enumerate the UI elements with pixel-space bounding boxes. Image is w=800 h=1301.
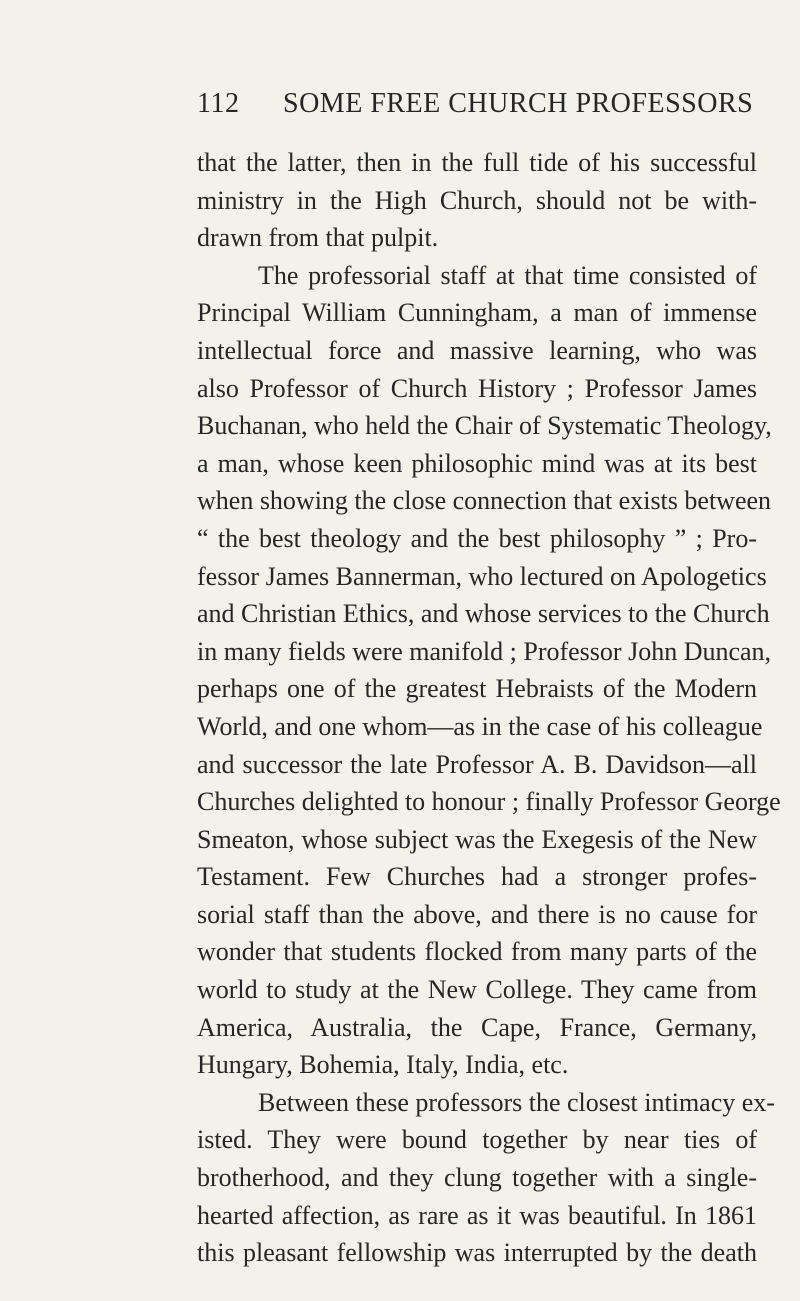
text-line: World, and one whom—as in the case of his colleague [197,711,763,741]
text-line: Hungary, Bohemia, Italy, India, etc. [197,1050,569,1080]
text-line: Buchanan, who held the Chair of Systematic Theology, [197,411,772,441]
text-line: sorial staff than the above, and there is no cause for [197,899,757,929]
text-line: America, Australia, the Cape, France, Germany, [197,1012,757,1042]
text-line: and successor the late Professor A. B. Davidson—all [197,749,757,779]
text-line: world to study at the New College. They came from [197,975,757,1005]
text-line: The professorial staff at that time consisted of [258,260,757,290]
text-line: isted. They were bound together by near ties of [197,1125,757,1155]
running-header [197,88,757,128]
text-line: perhaps one of the greatest Hebraists of the Modern [197,674,757,704]
text-line: Testament. Few Churches had a stronger profes- [197,862,757,892]
text-line: wonder that students flocked from many parts of the [197,937,757,967]
text-line: also Professor of Church History ; Professor James [197,373,757,403]
text-line: Smeaton, whose subject was the Exegesis of the New [197,824,757,854]
body-text [197,144,781,1272]
text-line: fessor James Bannerman, who lectured on Apologetics [197,561,767,591]
text-line: and Christian Ethics, and whose services to the Church [197,599,770,629]
text-line: Between these professors the closest intimacy ex- [258,1087,775,1117]
text-line: a man, whose keen philosophic mind was at its best [197,448,757,478]
text-line: this pleasant fellowship was interrupted by the death [197,1238,757,1268]
text-line: when showing the close connection that exists between [197,486,772,516]
text-line: Principal William Cunningham, a man of immense [197,298,757,328]
text-line: that the latter, then in the full tide of his successful [197,148,757,177]
running-title: SOME FREE CHURCH PROFESSORS [283,88,754,119]
text-line: in many fields were manifold ; Professor John Duncan, [197,636,772,666]
text-line: ministry in the High Church, should not be with- [197,185,757,215]
text-line: drawn from that pulpit. [197,223,439,253]
text-line: Churches delighted to honour ; finally Professor George [197,787,781,817]
page-number: 112 [197,88,240,119]
text-line: intellectual force and massive learning, who was [197,335,757,365]
text-line: “ the best theology and the best philosophy ” ; Pro- [197,523,757,553]
text-line: hearted affection, as rare as it was beautiful. In 1861 [197,1200,757,1230]
text-line: brotherhood, and they clung together with a single- [197,1163,757,1193]
